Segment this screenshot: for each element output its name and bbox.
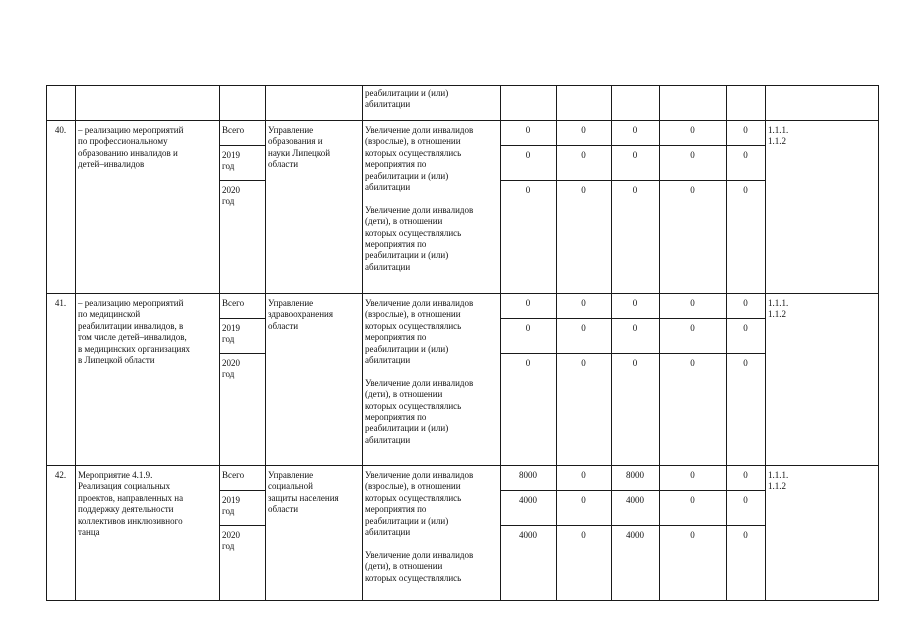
funding-value: 0 xyxy=(632,298,638,308)
funding-value: 0 xyxy=(525,323,531,333)
indicator-ref: 1.1.1. 1.1.2 xyxy=(768,298,789,320)
funding-value: 0 xyxy=(743,358,748,368)
subrow-border xyxy=(219,353,265,354)
funding-value: 0 xyxy=(690,323,695,333)
funding-value: 0 xyxy=(690,298,695,308)
funding-value: 0 xyxy=(690,185,695,195)
funding-value: 0 xyxy=(581,298,586,308)
goal-text: Увеличение доли инвалидов (взрослые), в отношении которых осуществлялись мероприятия по реабилитации и (или) абилитации Увеличение доли инвалидов (дети), в отношении которых осуществлялись мероприятия по реабилитации и (или) абилитации xyxy=(365,298,474,445)
period-label: 2020 год xyxy=(222,358,240,380)
funding-value: 0 xyxy=(743,470,748,480)
indicator-ref: 1.1.1. 1.1.2 xyxy=(768,125,789,147)
measure-description: Мероприятие 4.1.9. Реализация социальных проектов, направленных на поддержку деятельности коллективов инклюзивного танца xyxy=(78,470,184,538)
funding-value: 4000 xyxy=(626,530,644,540)
goal-text: реабилитации и (или) абилитации xyxy=(365,88,449,110)
funding-value: 0 xyxy=(743,185,748,195)
funding-value: 0 xyxy=(581,185,586,195)
measure-description: – реализацию мероприятий по профессиональному образованию инвалидов и детей–инвалидов xyxy=(78,125,184,170)
period-label: 2019 год xyxy=(222,495,240,517)
funding-value: 0 xyxy=(525,185,531,195)
funding-value: 0 xyxy=(743,323,748,333)
funding-value: 0 xyxy=(743,495,748,505)
funding-value: 0 xyxy=(690,125,695,135)
column-border xyxy=(726,85,727,601)
funding-value: 8000 xyxy=(626,470,644,480)
funding-value: 0 xyxy=(525,358,531,368)
funding-value: 0 xyxy=(690,470,695,480)
period-label: Всего xyxy=(222,125,245,135)
column-border xyxy=(556,85,557,601)
funding-value: 0 xyxy=(632,323,638,333)
period-label: 2019 год xyxy=(222,150,240,172)
column-border xyxy=(878,85,879,601)
column-border xyxy=(500,85,501,601)
row-border xyxy=(46,120,878,121)
funding-value: 0 xyxy=(525,150,531,160)
column-border xyxy=(659,85,660,601)
funding-value: 0 xyxy=(525,125,531,135)
goal-text: Увеличение доли инвалидов (взрослые), в отношении которых осуществлялись мероприятия по реабилитации и (или) абилитации Увеличение доли инвалидов (дети), в отношении которых осуществлялись xyxy=(365,470,474,583)
funding-value: 0 xyxy=(525,298,531,308)
funding-value: 0 xyxy=(581,150,586,160)
funding-value: 0 xyxy=(581,530,586,540)
funding-value: 0 xyxy=(581,470,586,480)
funding-value: 0 xyxy=(632,150,638,160)
funding-value: 4000 xyxy=(626,495,644,505)
funding-value: 0 xyxy=(690,495,695,505)
row-number: 40. xyxy=(54,125,67,135)
row-border xyxy=(46,293,878,294)
funding-value: 0 xyxy=(690,150,695,160)
funding-value: 0 xyxy=(581,495,586,505)
goal-text: Увеличение доли инвалидов (взрослые), в отношении которых осуществлялись мероприятия по реабилитации и (или) абилитации Увеличение доли инвалидов (дети), в отношении которых осуществлялись мероприятия по реабилитации и (или) абилитации xyxy=(365,125,474,272)
executor-name: Управление здравоохранения области xyxy=(268,298,334,331)
row-border xyxy=(46,465,878,466)
funding-value: 0 xyxy=(632,358,638,368)
row-border xyxy=(46,600,878,601)
funding-value: 0 xyxy=(581,358,586,368)
period-label: 2020 год xyxy=(222,185,240,207)
subrow-border xyxy=(219,490,265,491)
indicator-ref: 1.1.1. 1.1.2 xyxy=(768,470,789,492)
funding-value: 0 xyxy=(690,358,695,368)
executor-name: Управление образования и науки Липецкой области xyxy=(268,125,331,170)
subrow-border xyxy=(219,180,265,181)
funding-value: 4000 xyxy=(519,495,537,505)
period-label: Всего xyxy=(222,470,245,480)
subrow-border xyxy=(219,318,265,319)
period-label: 2020 год xyxy=(222,530,240,552)
period-label: Всего xyxy=(222,298,245,308)
row-number: 42. xyxy=(54,470,67,480)
funding-value: 0 xyxy=(743,125,748,135)
funding-value: 0 xyxy=(690,530,695,540)
funding-value: 8000 xyxy=(519,470,537,480)
column-border xyxy=(46,85,47,601)
funding-value: 0 xyxy=(632,125,638,135)
funding-value: 4000 xyxy=(519,530,537,540)
subrow-border xyxy=(219,525,265,526)
column-border xyxy=(765,85,766,601)
funding-value: 0 xyxy=(743,530,748,540)
row-number: 41. xyxy=(54,298,67,308)
period-label: 2019 год xyxy=(222,323,240,345)
funding-value: 0 xyxy=(581,323,586,333)
funding-value: 0 xyxy=(743,150,748,160)
executor-name: Управление социальной защиты населения области xyxy=(268,470,339,515)
funding-value: 0 xyxy=(581,125,586,135)
funding-value: 0 xyxy=(743,298,748,308)
measure-description: – реализацию мероприятий по медицинской реабилитации инвалидов, в том числе детей–инвалидов, в медицинских организациях в Липецкой области xyxy=(78,298,190,366)
funding-value: 0 xyxy=(632,185,638,195)
column-border xyxy=(611,85,612,601)
subrow-border xyxy=(219,145,265,146)
